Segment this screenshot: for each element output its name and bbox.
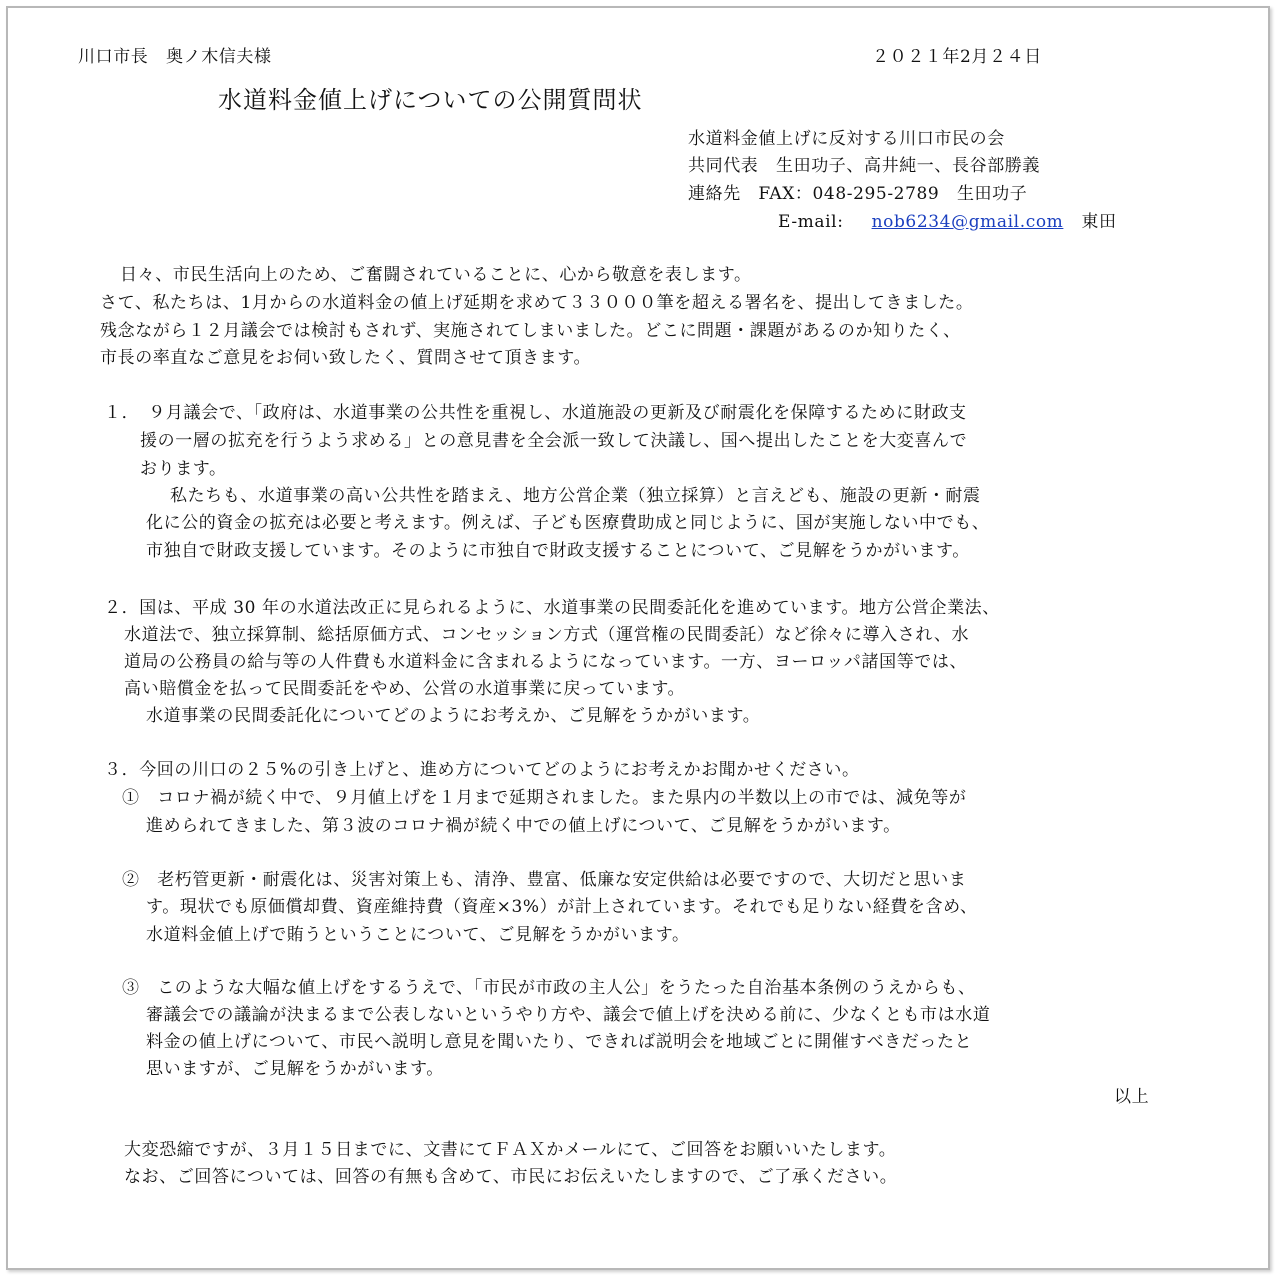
- footer-line: 大変恐縮ですが、３月１５日までに、文書にてＦＡＸかメールにて、ご回答をお願いいたします。: [124, 1140, 897, 1160]
- question-1-line: １． ９月議会で、「政府は、水道事業の公共性を重視し、水道施設の更新及び耐震化を保障するために財政支: [104, 403, 967, 423]
- question-1-line: 援の一層の拡充を行うよう求める」との意見書を全会派一致して決議し、国へ提出したことを大変喜んで: [140, 431, 968, 451]
- email-label: E-mail:: [778, 212, 844, 232]
- email-name: 東田: [1081, 212, 1117, 232]
- question-3-3-line: 審議会での議論が決まるまで公表しないというやり方や、議会で値上げを決める前に、少なくとも市は水道: [146, 1005, 991, 1025]
- question-1-line: おります。: [140, 459, 227, 479]
- question-3-3-line: ③ このような大幅な値上げをするうえで、「市民が市政の主人公」をうたった自治基本条例のうえからも、: [122, 978, 976, 998]
- sender-contact: 連絡先 FAX：048-295-2789 生田功子: [688, 184, 1028, 204]
- question-3-2-line: す。現状でも原価償却費、資産維持費（資産×3%）が計上されています。それでも足りない経費を含め、: [146, 897, 978, 917]
- sender-representatives: 共同代表 生田功子、高井純一、長谷部勝義: [688, 156, 1040, 176]
- question-3-3-line: 思いますが、ご見解をうかがいます。: [146, 1059, 444, 1079]
- recipient: 川口市長 奥ノ木信夫様: [78, 47, 272, 67]
- footer-line: なお、ご回答については、回答の有無も含めて、市民にお伝えいたしますので、ご了承ください。: [124, 1167, 898, 1187]
- question-3-3-line: 料金の値上げについて、市民へ説明し意見を聞いたり、できれば説明会を地域ごとに開催すべきだったと: [146, 1032, 973, 1052]
- question-2-line: ２．国は、平成 30 年の水道法改正に見られるように、水道事業の民間委託化を進めています。地方公営企業法、: [104, 598, 1000, 618]
- question-3-1-line: 進められてきました、第３波のコロナ禍が続く中での値上げについて、ご見解をうかがいます。: [146, 816, 901, 836]
- email-link[interactable]: nob6234@gmail.com: [871, 212, 1064, 232]
- letter-date: ２０２１年2月２４日: [872, 47, 1042, 67]
- question-2-line: 道局の公務員の給与等の人件費も水道料金に含まれるようになっています。一方、ヨーロッパ諸国等では、: [124, 652, 968, 672]
- closing-mark: 以上: [1114, 1087, 1150, 1107]
- intro-line: 日々、市民生活向上のため、ご奮闘されていることに、心から敬意を表します。: [120, 265, 752, 285]
- question-2-line: 水道法で、独立採算制、総括原価方式、コンセッション方式（運営権の民間委託）など徐々に導入され、水: [124, 625, 970, 645]
- intro-line: 残念ながら１２月議会では検討もされず、実施されてしまいました。どこに問題・課題があるのか知りたく、: [100, 321, 961, 341]
- document-title: 水道料金値上げについての公開質問状: [218, 86, 643, 114]
- email-row: [778, 211, 1117, 233]
- question-3-2-line: 水道料金値上げで賄うということについて、ご見解をうかがいます。: [146, 925, 690, 945]
- intro-line: 市長の率直なご意見をお伺い致したく、質問させて頂きます。: [100, 348, 592, 368]
- sender-organization: 水道料金値上げに反対する川口市民の会: [688, 129, 1005, 149]
- question-2-line: 水道事業の民間委託化についてどのようにお考えか、ご見解をうかがいます。: [146, 706, 761, 726]
- question-1-line: 化に公的資金の拡充は必要と考えます。例えば、子ども医療費助成と同じように、国が実施しない中でも、: [146, 513, 990, 533]
- intro-line: さて、私たちは、1月からの水道料金の値上げ延期を求めて３３０００筆を超える署名を、提出してきました。: [100, 293, 974, 313]
- question-3-2-line: ② 老朽管更新・耐震化は、災害対策上も、清浄、豊富、低廉な安定供給は必要ですので、大切だと思いま: [122, 870, 967, 890]
- question-3-1-line: ① コロナ禍が続く中で、９月値上げを１月まで延期されました。また県内の半数以上の市では、減免等が: [122, 788, 967, 808]
- question-3-intro: ３．今回の川口の２５%の引き上げと、進め方についてどのようにお考えかお聞かせください。: [104, 760, 860, 780]
- question-2-line: 高い賠償金を払って民間委託をやめ、公営の水道事業に戻っています。: [124, 679, 686, 699]
- question-1-line: 私たちも、水道事業の高い公共性を踏まえ、地方公営企業（独立採算）と言えども、施設の更新・耐震: [170, 486, 981, 506]
- question-1-line: 市独自で財政支援しています。そのように市独自で財政支援することについて、ご見解をうかがいます。: [146, 541, 970, 561]
